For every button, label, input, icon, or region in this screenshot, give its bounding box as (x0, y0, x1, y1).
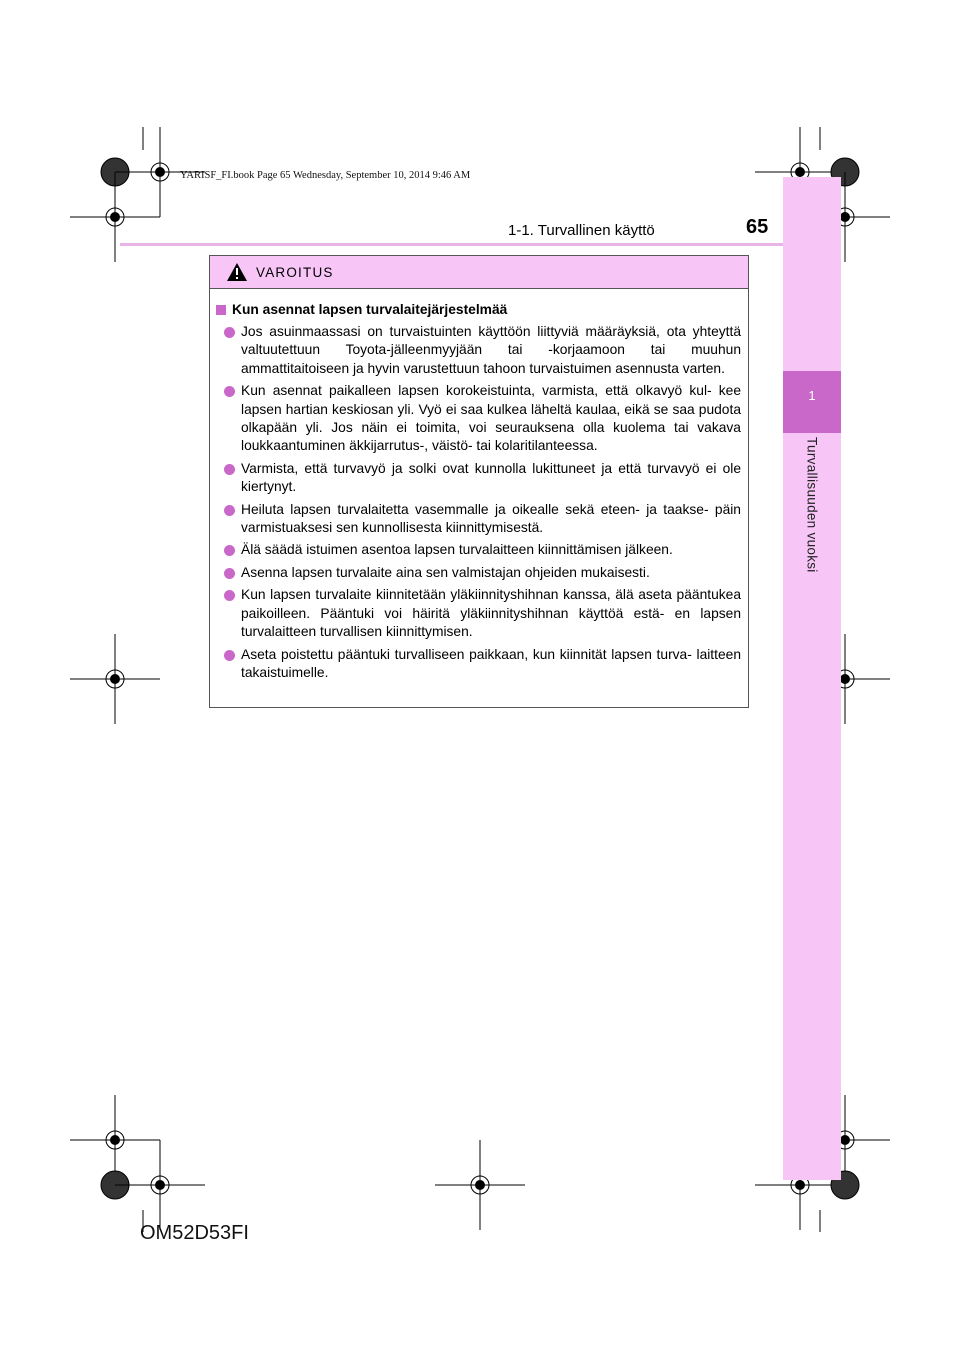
warning-title: VAROITUS (256, 264, 334, 280)
bullet-icon (224, 650, 235, 661)
chapter-side-tab (783, 177, 841, 1180)
print-info: YARISF_FI.book Page 65 Wednesday, September 10, 2014 9:46 AM (180, 170, 471, 181)
chapter-label-container (783, 437, 841, 587)
bullet-icon (224, 545, 235, 556)
list-item (216, 323, 741, 378)
chapter-label: Turvallisuuden vuoksi (804, 437, 820, 573)
list-item (216, 564, 741, 582)
list-item-text: Jos asuinmaassasi on turvaistuinten käyttöön liittyviä määräyksiä, ota yhteyttä valtuutettuun Toyota-jälleenmyyjään tai -korjaamoon tai muuhun ammattitaitoiseen ja hyvin varustettuun tahoon turvaistuimen asennusta varten. (241, 324, 741, 376)
list-item (216, 646, 741, 683)
bullet-icon (224, 327, 235, 338)
warning-triangle-icon (226, 262, 248, 282)
warning-header (210, 256, 748, 289)
list-item-text: Asenna lapsen turvalaite aina sen valmistajan ohjeiden mukaisesti. (241, 564, 650, 580)
warning-subheading (216, 300, 741, 320)
section-title: 1-1. Turvallinen käyttö (508, 222, 655, 239)
square-bullet-icon (216, 305, 226, 315)
list-item-text: Kun asennat paikalleen lapsen korokeistuinta, varmista, että olkavyö kul- kee lapsen hartian keskiosan yli. Vyö ei saa kulkea läheltä kaulaa, eikä se saa pudota olkapään yli. Jos näin ei toimita, voi seurauksena olla kuolema tai vakava loukkaantuminen äkkijarrutus-, väistö- tai kolaritilanteessa. (241, 383, 741, 454)
warning-heading-text: Kun asennat lapsen turvalaitejärjestelmää (232, 302, 508, 317)
list-item (216, 460, 741, 497)
bullet-icon (224, 568, 235, 579)
bullet-icon (224, 590, 235, 601)
bullet-icon (224, 464, 235, 475)
list-item-text: Aseta poistettu pääntuki turvalliseen paikkaan, kun kiinnität lapsen turva- laitteen takaistuimelle. (241, 646, 741, 680)
document-code: OM52D53FI (140, 1222, 249, 1244)
list-item-text: Varmista, että turvavyö ja solki ovat kunnolla lukittuneet ja että turvavyö ei ole kiertynyt. (241, 460, 741, 495)
page-number: 65 (746, 216, 769, 238)
list-item (216, 382, 741, 456)
list-item-text: Älä säädä istuimen asentoa lapsen turvalaitteen kiinnittämisen jälkeen. (241, 542, 673, 558)
warning-box (209, 255, 749, 708)
list-item (216, 586, 741, 641)
header-divider (120, 243, 783, 246)
chapter-number: 1 (808, 388, 816, 403)
list-item (216, 541, 741, 559)
bullet-icon (224, 505, 235, 516)
warning-body (210, 289, 748, 682)
list-item (216, 501, 741, 538)
list-item-text: Heiluta lapsen turvalaitetta vasemmalle ja oikealle sekä eteen- ja taakse- päin varmistuaksesi sen kunnollisesta kiinnittymisestä. (241, 501, 741, 536)
list-item-text: Kun lapsen turvalaite kiinnitetään yläkiinnityshihnan kanssa, älä aseta pääntukea paikoilleen. Pääntuki voi häiritä yläkiinnityshihnan käyttöä estä- en lapsen turvalaitteen turvallisen kiinnittymisen. (241, 587, 741, 640)
bullet-icon (224, 386, 235, 397)
